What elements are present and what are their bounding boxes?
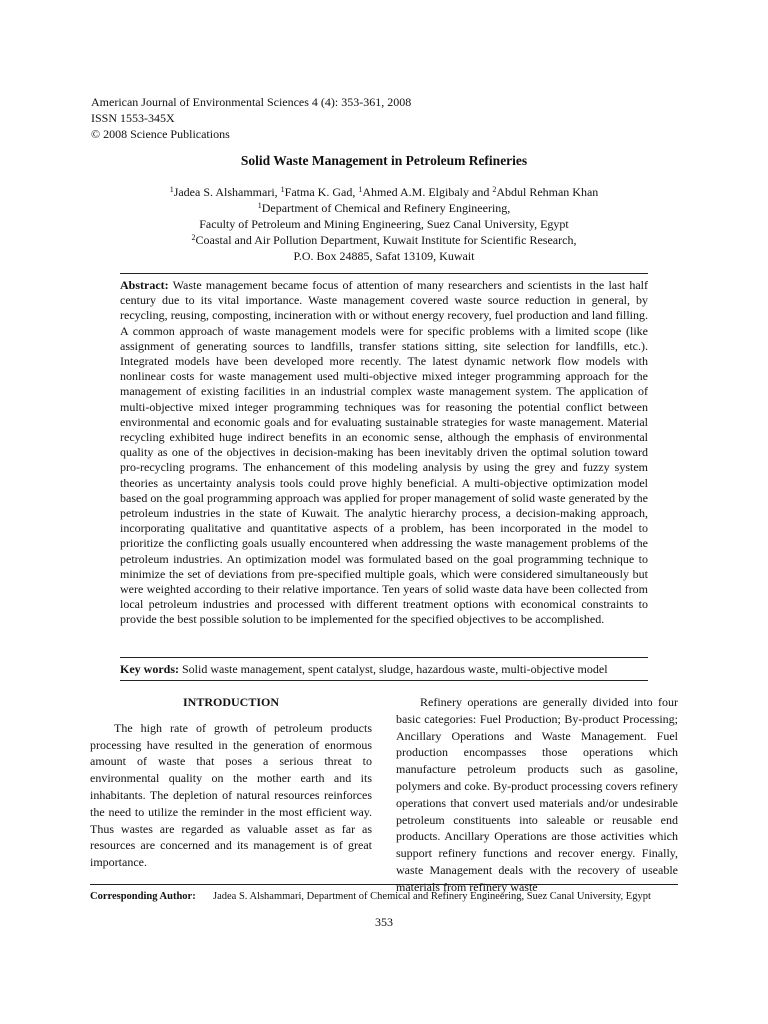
corresponding-author-label: Corresponding Author: bbox=[90, 891, 196, 902]
section-heading: INTRODUCTION bbox=[182, 695, 279, 709]
author-affiliation-mark: 1 bbox=[358, 185, 363, 194]
affiliation-mark: 2 bbox=[191, 233, 196, 242]
keywords-label: Key words: bbox=[120, 662, 179, 676]
affiliation-2 bbox=[0, 232, 768, 248]
journal-issn: ISSN 1553-345X bbox=[91, 111, 175, 125]
abstract-top-rule bbox=[120, 273, 648, 274]
author-name: Ahmed A.M. Elgibaly and bbox=[362, 185, 493, 199]
keywords-bottom-rule bbox=[120, 680, 648, 681]
intro-paragraph-right: Refinery operations are generally divided into four basic categories: Fuel Production; By-product Processing; Ancillary Operations and Waste Management. Fuel production encompasses those operations which manufacture petroleum products such as gasoline, polymers and coke. By-product processing covers refinery operations that convert used materials and/or undesirable petroleum constituents into saleable or reusable end products. Ancillary Operations are those activities which support refinery functions and recover energy. Finally, waste Management deals with the recovery of useable materials from refinery waste bbox=[396, 695, 678, 894]
affiliation-1-cont: Faculty of Petroleum and Mining Engineering, Suez Canal University, Egypt bbox=[199, 217, 569, 231]
journal-copyright: © 2008 Science Publications bbox=[91, 127, 230, 141]
abstract-text: Waste management became focus of attention of many researchers and scientists in the last half century due to its vital importance. Waste management covered waste source reduction in general, by recycling, reusing, composting, incineration with or without energy recovery, fuel production and land filling. A common approach of waste management models were for specific problems with a limited scope (like assignment of generating sources to landfills, transfer stations sitting, site selection for landfills, etc.). Integrated models have been developed more recently. The latest dynamic network flow models with nonlinear costs for waste management used multi-objective mixed integer programming approach for the management of existing facilities in an industrial complex waste management system. The application of multi-objective mixed integer programming techniques was for reasoning the potential conflict between environmental and economic goals and for evaluating sustainable strategies for waste management. Material recycling exhibited huge indirect benefits in an economic sense, although the emphasis of environmental quality as one of the objectives in decision-making has been inevitably driven the optimal solution toward pro-recycling programs. The enhancement of this modeling analysis by using the grey and fuzzy system theories as uncertainty analysis tools could prove highly beneficial. A multi-objective optimization model based on the goal programming approach was applied for proper management of solid waste generated by the petroleum industries in the state of Kuwait. The analytic hierarchy process, a decision-making approach, incorporating qualitative and quantitative aspects of a problem, has been incorporated in the model to prioritize the conflicting goals usually encountered when addressing the waste management problems of the petroleum industries. An optimization model was formulated based on the goal programming technique to minimize the set of deviations from pre-specified multiple goals, which were considered simultaneously but were weighted according to their relative importance. Ten years of solid waste data have been collected from local petroleum industries and processed with different treatment options with economical constraints to provide the best possible solution to be implemented for the specified objectives to be accomplished. bbox=[120, 278, 648, 627]
author-affiliation-mark: 2 bbox=[492, 185, 497, 194]
journal-citation: American Journal of Environmental Sciences 4 (4): 353-361, 2008 bbox=[91, 95, 412, 109]
author-name: Abdul Rehman Khan bbox=[496, 185, 599, 199]
affiliation-2-cont: P.O. Box 24885, Safat 13109, Kuwait bbox=[293, 249, 475, 263]
page-number: 353 bbox=[375, 915, 393, 929]
author-affiliation-mark: 1 bbox=[280, 185, 285, 194]
affiliation-text: Department of Chemical and Refinery Engineering, bbox=[261, 201, 511, 215]
paper-title: Solid Waste Management in Petroleum Refineries bbox=[240, 153, 528, 168]
right-column bbox=[396, 694, 678, 896]
affiliation-text: Coastal and Air Pollution Department, Kuwait Institute for Scientific Research, bbox=[195, 233, 577, 247]
corresponding-author-text: Jadea S. Alshammari, Department of Chemical and Refinery Engineering, Suez Canal University, Egypt bbox=[213, 891, 651, 902]
abstract bbox=[120, 278, 648, 628]
affiliation-1 bbox=[0, 200, 768, 216]
abstract-label: Abstract: bbox=[120, 278, 169, 292]
keywords-top-rule bbox=[120, 657, 648, 658]
author-affiliation-mark: 1 bbox=[169, 185, 174, 194]
author-block bbox=[0, 184, 768, 264]
author-name: Jadea S. Alshammari, bbox=[173, 185, 281, 199]
keywords bbox=[120, 662, 648, 677]
left-column bbox=[90, 694, 372, 871]
keywords-text: Solid waste management, spent catalyst, sludge, hazardous waste, multi-objective model bbox=[179, 662, 608, 676]
author-list bbox=[0, 184, 768, 200]
journal-header bbox=[91, 94, 411, 142]
affiliation-mark: 1 bbox=[257, 201, 262, 210]
author-name: Fatma K. Gad, bbox=[284, 185, 359, 199]
footnote-rule bbox=[90, 884, 678, 885]
intro-paragraph-left: The high rate of growth of petroleum products processing have resulted in the generation of enormous amount of waste that poses a serious threat to environmental quality on the mother earth and its inhabitants. The depletion of natural resources reinforces the need to utilize the reminder in the most efficient way. Thus wastes are regarded as valuable asset as far as resources are concerned and its management is of great importance. bbox=[90, 720, 372, 870]
